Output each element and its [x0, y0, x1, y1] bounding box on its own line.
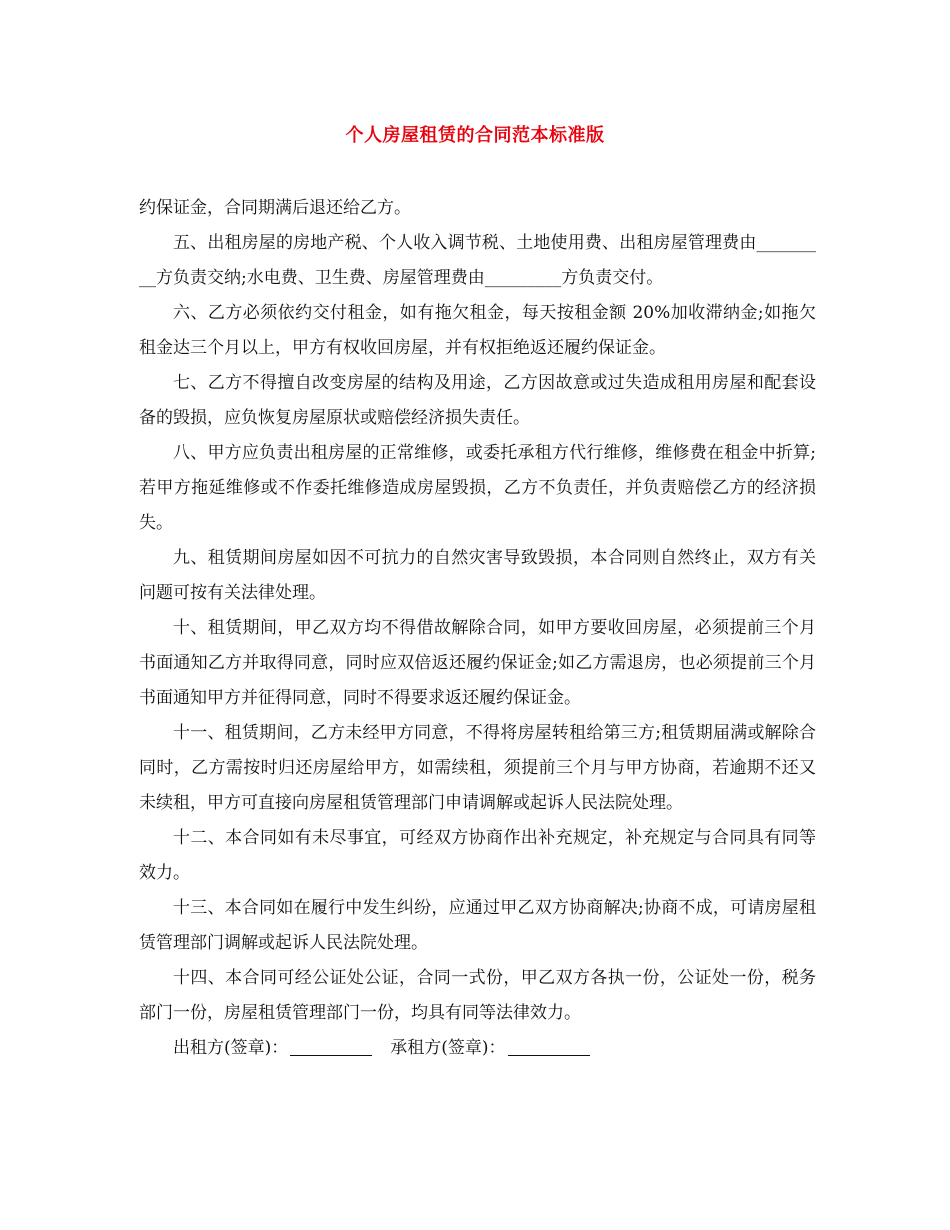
- clause-13-paragraph: 十三、本合同如在履行中发生纠纷，应通过甲乙双方协商解决;协商不成，可请房屋租赁管理部门调解或起诉人民法院处理。: [139, 898, 816, 953]
- clause-6-paragraph: 六、乙方必须依约交付租金，如有拖欠租金，每天按租金额 20%加收滞纳金;如拖欠租金达三个月以上，甲方有权收回房屋，并有权拒绝返还履约保证金。: [139, 303, 816, 358]
- lessee-signature-label: 承租方(签章)：: [390, 1038, 506, 1058]
- document-title: 个人房屋租赁的合同范本标准版: [345, 125, 605, 146]
- clause-5-paragraph: 五、出租房屋的房地产税、个人收入调节税、土地使用费、出租房屋管理费由_________方负责交纳;水电费、卫生费、房屋管理费由_________方负责交付。: [139, 233, 816, 288]
- signature-line: [139, 1031, 816, 1066]
- clause-14-paragraph: 十四、本合同可经公证处公证，合同一式份，甲乙双方各执一份，公证处一份，税务部门一份，房屋租赁管理部门一份，均具有同等法律效力。: [139, 968, 816, 1023]
- lessee-signature-blank: [508, 1037, 590, 1056]
- clause-11-paragraph: 十一、租赁期间，乙方未经甲方同意，不得将房屋转租给第三方;租赁期届满或解除合同时，乙方需按时归还房屋给甲方，如需续租，须提前三个月与甲方协商，若逾期不还又未续租，甲方可直接向房屋租赁管理部门申请调解或起诉人民法院处理。: [139, 723, 816, 813]
- clause-9-paragraph: 九、租赁期间房屋如因不可抗力的自然灾害导致毁损，本合同则自然终止，双方有关问题可按有关法律处理。: [139, 548, 816, 603]
- clause-10-paragraph: 十、租赁期间，甲乙双方均不得借故解除合同，如甲方要收回房屋，必须提前三个月书面通知乙方并取得同意，同时应双倍返还履约保证金;如乙方需退房，也必须提前三个月书面通知甲方并征得同意，同时不得要求返还履约保证金。: [139, 618, 816, 708]
- clause-paragraph-continued: 约保证金，合同期满后退还给乙方。: [139, 198, 411, 218]
- lessor-signature-label: 出租方(签章)：: [173, 1038, 289, 1058]
- clause-8-paragraph: 八、甲方应负责出租房屋的正常维修，或委托承租方代行维修，维修费在租金中折算;若甲方拖延维修或不作委托维修造成房屋毁损，乙方不负责任，并负责赔偿乙方的经济损失。: [139, 443, 816, 533]
- lessor-signature-blank: [290, 1037, 372, 1056]
- clause-7-paragraph: 七、乙方不得擅自改变房屋的结构及用途，乙方因故意或过失造成租用房屋和配套设备的毁损，应负恢复房屋原状或赔偿经济损失责任。: [139, 373, 816, 428]
- clause-12-paragraph: 十二、本合同如有未尽事宜，可经双方协商作出补充规定，补充规定与合同具有同等效力。: [139, 828, 816, 883]
- document-body: [139, 191, 816, 1066]
